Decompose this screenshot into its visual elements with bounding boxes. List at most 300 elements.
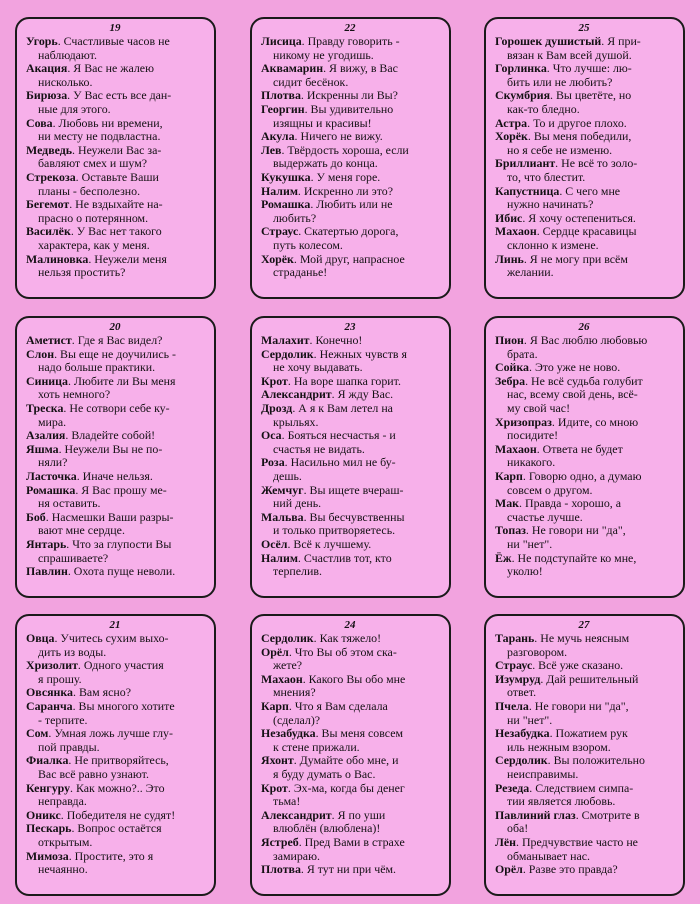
entry-continuation bbox=[26, 673, 204, 687]
entry-text: . Дай решительный bbox=[540, 672, 639, 686]
entry-line bbox=[495, 632, 673, 646]
answer-card-27 bbox=[484, 614, 685, 896]
entry-text: терпелив. bbox=[273, 565, 322, 579]
entry-text: . Предчувствие часто не bbox=[516, 835, 638, 849]
entry-line bbox=[26, 429, 204, 443]
entry-keyword: Крот bbox=[261, 781, 288, 795]
entry-text: счастья не видать. bbox=[273, 442, 365, 456]
entry-text: . Я тут ни при чём. bbox=[300, 863, 397, 877]
entry-keyword: Павлиний глаз bbox=[495, 808, 576, 822]
entry-line bbox=[26, 171, 204, 185]
entry-text: . Искренно ли это? bbox=[297, 184, 394, 198]
entry-text: . Насильно мил не бу- bbox=[284, 456, 396, 470]
entry-keyword: Ёж bbox=[495, 551, 512, 565]
entry-keyword: Ромашка bbox=[26, 483, 76, 497]
entry-line bbox=[261, 253, 439, 267]
entry-text: . Скатертью дорога, bbox=[298, 225, 399, 239]
entry-keyword: Осёл bbox=[261, 537, 288, 551]
entry-text: уколю! bbox=[507, 565, 543, 579]
entry-keyword: Пион bbox=[495, 334, 524, 347]
entry-keyword: Лисица bbox=[261, 35, 302, 48]
entry-text: нечаянно. bbox=[38, 863, 88, 877]
entry-line bbox=[261, 171, 439, 185]
entry-text: . Неужели меня bbox=[88, 252, 167, 266]
entry-text: иль нежным взором. bbox=[507, 740, 611, 754]
entry-continuation bbox=[495, 348, 673, 362]
entry-text: никакого. bbox=[507, 456, 556, 470]
entry-line bbox=[261, 646, 439, 660]
entry-keyword: Павлин bbox=[26, 565, 68, 579]
entry-text: я буду думать о Вас. bbox=[273, 767, 376, 781]
entry-line bbox=[26, 754, 204, 768]
entry-line bbox=[261, 511, 439, 525]
entry-line bbox=[26, 511, 204, 525]
entry-line bbox=[261, 89, 439, 103]
entry-text: сидит бесёнок. bbox=[273, 75, 349, 89]
entry-keyword: Хорёк bbox=[261, 252, 294, 266]
entry-line bbox=[261, 348, 439, 362]
entry-line bbox=[261, 198, 439, 212]
entry-keyword: Бриллиант bbox=[495, 157, 556, 171]
entry-line bbox=[495, 552, 673, 566]
entry-line bbox=[495, 89, 673, 103]
entry-continuation bbox=[261, 361, 439, 375]
entry-keyword: Акация bbox=[26, 62, 68, 76]
entry-keyword: Крот bbox=[261, 374, 288, 388]
entry-continuation bbox=[495, 239, 673, 253]
entry-continuation bbox=[495, 266, 673, 280]
entry-text: . Счастливые часов не bbox=[57, 35, 170, 48]
entry-continuation bbox=[26, 768, 204, 782]
entry-line bbox=[495, 659, 673, 673]
entry-keyword: Скумбрия bbox=[495, 89, 550, 103]
entry-text: ня оставить. bbox=[38, 497, 101, 511]
entry-keyword: Изумруд bbox=[495, 672, 541, 686]
entry-line bbox=[261, 456, 439, 470]
entry-text: . У Вас есть все дан- bbox=[67, 89, 172, 103]
entry-text: . У меня горе. bbox=[310, 170, 381, 184]
entry-keyword: Ласточка bbox=[26, 469, 77, 483]
entry-line bbox=[495, 470, 673, 484]
entry-text: . Я Вас люблю любовью bbox=[523, 334, 648, 347]
entry-line bbox=[495, 157, 673, 171]
entry-text: оба! bbox=[507, 822, 529, 836]
entry-text: мира. bbox=[38, 415, 67, 429]
entry-keyword: Пчела bbox=[495, 699, 529, 713]
entry-continuation bbox=[495, 538, 673, 552]
entry-text: . Не притворяйтесь, bbox=[68, 754, 169, 768]
entry-keyword: Угорь bbox=[26, 35, 58, 48]
entry-text: неправда. bbox=[38, 795, 87, 809]
entry-continuation bbox=[261, 822, 439, 836]
entry-text: . Вы еще не доучились - bbox=[54, 347, 176, 361]
entry-text: нисколько. bbox=[38, 75, 93, 89]
entry-keyword: Незабудка bbox=[495, 727, 550, 741]
entry-text: . Любите ли Вы меня bbox=[67, 374, 176, 388]
entry-text: характера, как у меня. bbox=[38, 238, 150, 252]
entry-text: никому не угодишь. bbox=[273, 48, 374, 62]
entry-line bbox=[261, 185, 439, 199]
entry-line bbox=[495, 62, 673, 76]
entry-text: . Иначе нельзя. bbox=[76, 469, 153, 483]
entry-line bbox=[495, 212, 673, 226]
entry-line bbox=[26, 659, 204, 673]
entry-keyword: Дрозд bbox=[261, 401, 293, 415]
entry-line bbox=[261, 375, 439, 389]
entry-text: . Не сотвори себе ку- bbox=[63, 401, 170, 415]
entry-line bbox=[261, 429, 439, 443]
entry-text: . Неужели Вас за- bbox=[72, 143, 162, 157]
entry-line bbox=[26, 62, 204, 76]
entry-text: надо больше практики. bbox=[38, 361, 156, 375]
entry-text: дешь. bbox=[273, 469, 302, 483]
entry-text: спрашиваете? bbox=[38, 551, 109, 565]
entry-text: . Я не могу при всём bbox=[523, 252, 628, 266]
entry-keyword: Слон bbox=[26, 347, 55, 361]
entry-keyword: Василёк bbox=[26, 225, 71, 239]
entry-continuation bbox=[26, 836, 204, 850]
entry-line bbox=[495, 361, 673, 375]
entry-text: . Владейте собой! bbox=[65, 429, 156, 443]
card-number: 26 bbox=[578, 321, 590, 333]
entry-text: . Вы меня победили, bbox=[527, 130, 632, 144]
entry-text: . Сердце красавицы bbox=[536, 225, 637, 239]
entry-continuation bbox=[26, 76, 204, 90]
answer-card-25 bbox=[484, 17, 685, 299]
entry-text: . Я при- bbox=[601, 35, 641, 48]
entry-text: . Не всё судьба голубит bbox=[525, 374, 643, 388]
entry-keyword: Сом bbox=[26, 727, 49, 741]
entry-text: ные для этого. bbox=[38, 102, 111, 116]
card-number: 22 bbox=[344, 22, 356, 34]
entry-line bbox=[261, 538, 439, 552]
entry-continuation bbox=[261, 266, 439, 280]
entry-continuation bbox=[261, 117, 439, 131]
entry-continuation bbox=[495, 646, 673, 660]
entry-text: . Конечно! bbox=[309, 334, 363, 347]
entry-continuation bbox=[26, 212, 204, 226]
entry-keyword: Аметист bbox=[26, 334, 72, 347]
entry-keyword: Зебра bbox=[495, 374, 526, 388]
card-number: 23 bbox=[344, 321, 356, 333]
entry-keyword: Азалия bbox=[26, 429, 66, 443]
entry-line bbox=[495, 754, 673, 768]
entry-text: но я себе не изменю. bbox=[507, 143, 613, 157]
entry-line bbox=[495, 700, 673, 714]
entry-text: ни "нет". bbox=[507, 713, 553, 727]
entry-text: я прошу. bbox=[38, 672, 82, 686]
entry-line bbox=[26, 117, 204, 131]
entry-line bbox=[261, 62, 439, 76]
entry-line bbox=[26, 144, 204, 158]
entry-text: . Я вижу, в Вас bbox=[323, 62, 398, 76]
entry-text: выдержать до конца. bbox=[273, 157, 378, 171]
entry-line bbox=[495, 673, 673, 687]
entry-text: вязан к Вам всей душой. bbox=[507, 48, 632, 62]
entry-keyword: Мальва bbox=[261, 510, 304, 524]
entry-text: к стене прижали. bbox=[273, 740, 360, 754]
entry-line bbox=[261, 782, 439, 796]
entry-line bbox=[261, 35, 439, 49]
entry-text: . Ничего не вижу. bbox=[294, 130, 383, 144]
entry-text: планы - бесполезно. bbox=[38, 184, 141, 198]
entry-text: ний день. bbox=[273, 497, 322, 511]
entry-keyword: Оникс bbox=[26, 808, 61, 822]
entry-continuation bbox=[495, 565, 673, 579]
entry-continuation bbox=[495, 850, 673, 864]
entry-text: . Не всё то золо- bbox=[555, 157, 638, 171]
entry-keyword: Карп bbox=[261, 699, 289, 713]
entry-continuation bbox=[26, 49, 204, 63]
entry-continuation bbox=[261, 686, 439, 700]
entry-continuation bbox=[26, 103, 204, 117]
entry-keyword: Роза bbox=[261, 456, 285, 470]
entry-text: влюблён (влюблена)! bbox=[273, 822, 381, 836]
entry-keyword: Александрит bbox=[261, 388, 332, 402]
entry-keyword: Лев bbox=[261, 143, 282, 157]
entry-line bbox=[261, 836, 439, 850]
entry-text: . Нежных чувств я bbox=[313, 347, 407, 361]
entry-continuation bbox=[261, 659, 439, 673]
entry-line bbox=[261, 334, 439, 348]
entry-text: . Говорю одно, а думаю bbox=[522, 469, 642, 483]
entry-line bbox=[261, 130, 439, 144]
entry-continuation bbox=[495, 741, 673, 755]
entry-keyword: Боб bbox=[26, 510, 46, 524]
entry-keyword: Мак bbox=[495, 497, 520, 511]
entry-keyword: Астра bbox=[495, 116, 528, 130]
entry-keyword: Незабудка bbox=[261, 727, 316, 741]
entry-keyword: Сердолик bbox=[261, 347, 314, 361]
entry-keyword: Налим bbox=[261, 551, 298, 565]
entry-continuation bbox=[261, 565, 439, 579]
entry-text: му свой час! bbox=[507, 401, 571, 415]
entry-keyword: Аквамарин bbox=[261, 62, 324, 76]
entry-text: . Не мучь неясным bbox=[534, 632, 630, 645]
entry-continuation bbox=[261, 239, 439, 253]
entry-continuation bbox=[26, 416, 204, 430]
entry-line bbox=[261, 754, 439, 768]
entry-text: . Вы ищете вчераш- bbox=[303, 483, 404, 497]
entry-continuation bbox=[26, 157, 204, 171]
answer-card-20 bbox=[15, 316, 216, 598]
entry-continuation bbox=[261, 212, 439, 226]
entry-text: жете? bbox=[273, 659, 303, 673]
entry-line bbox=[495, 117, 673, 131]
entry-keyword: Лён bbox=[495, 835, 516, 849]
entry-text: бавляют смех и шум? bbox=[38, 157, 148, 171]
entry-text: замираю. bbox=[273, 849, 320, 863]
entry-text: и только притворяетесь. bbox=[273, 524, 396, 538]
entry-keyword: Махаон bbox=[495, 442, 537, 456]
entry-text: нужно начинать? bbox=[507, 198, 594, 212]
entry-text: . Что Вы об этом ска- bbox=[288, 645, 397, 659]
entry-text: няли? bbox=[38, 456, 68, 470]
entry-keyword: Тарань bbox=[495, 632, 535, 645]
entry-continuation bbox=[26, 552, 204, 566]
entry-keyword: Плотва bbox=[261, 863, 301, 877]
entry-keyword: Стрекоза bbox=[26, 170, 76, 184]
entry-text: пой правды. bbox=[38, 740, 100, 754]
entry-text: . Мой друг, напрасное bbox=[293, 252, 405, 266]
entry-text: . То и другое плохо. bbox=[527, 116, 627, 130]
entry-line bbox=[495, 727, 673, 741]
entry-continuation bbox=[261, 497, 439, 511]
entry-continuation bbox=[26, 388, 204, 402]
entry-text: не хочу выдавать. bbox=[273, 361, 363, 375]
answer-card-24 bbox=[250, 614, 451, 896]
entry-keyword: Овсянка bbox=[26, 686, 73, 700]
entry-text: . Разве это правда? bbox=[522, 863, 618, 877]
entry-keyword: Яхонт bbox=[261, 754, 294, 768]
entry-text: неисправимы. bbox=[507, 767, 579, 781]
entry-text: . Вопрос остаётся bbox=[71, 822, 162, 836]
entry-text: . Как можно?.. Это bbox=[70, 781, 165, 795]
entry-keyword: Акула bbox=[261, 130, 295, 144]
entry-text: обманывает нас. bbox=[507, 849, 591, 863]
entry-continuation bbox=[26, 795, 204, 809]
entry-text: . Не подступайте ко мне, bbox=[511, 551, 637, 565]
entry-keyword: Овца bbox=[26, 632, 55, 645]
entry-keyword: Горошек душистый bbox=[495, 35, 602, 48]
entry-continuation bbox=[495, 171, 673, 185]
entry-text: . Не говори ни "да", bbox=[525, 524, 626, 538]
entry-continuation bbox=[261, 76, 439, 90]
entry-continuation bbox=[495, 714, 673, 728]
entry-keyword: Ибис bbox=[495, 211, 523, 225]
entry-text: прасно о потерянном. bbox=[38, 211, 149, 225]
entry-text: . Следствием симпа- bbox=[529, 781, 634, 795]
entry-line bbox=[26, 334, 204, 348]
entry-line bbox=[495, 185, 673, 199]
entry-text: . Вы удивительно bbox=[304, 102, 394, 116]
entry-text: . Что лучше: лю- bbox=[546, 62, 632, 76]
entry-keyword: Оса bbox=[261, 429, 282, 443]
entry-continuation bbox=[261, 795, 439, 809]
entry-text: открытым. bbox=[38, 835, 93, 849]
card-number: 21 bbox=[109, 619, 121, 631]
entry-line bbox=[26, 809, 204, 823]
entry-keyword: Мимоза bbox=[26, 849, 69, 863]
entry-text: ни месту не подвластна. bbox=[38, 130, 161, 144]
card-number: 20 bbox=[109, 321, 121, 333]
entry-continuation bbox=[261, 714, 439, 728]
entry-keyword: Резеда bbox=[495, 781, 530, 795]
entry-text: счастье лучше. bbox=[507, 510, 583, 524]
entry-text: нельзя простить? bbox=[38, 266, 126, 280]
entry-text: . Я хочу остепениться. bbox=[522, 211, 636, 225]
entry-keyword: Хорёк bbox=[495, 130, 528, 144]
entry-continuation bbox=[261, 443, 439, 457]
entry-continuation bbox=[495, 429, 673, 443]
entry-text: . Какого Вы обо мне bbox=[302, 672, 406, 686]
entry-text: . На воре шапка горит. bbox=[287, 374, 401, 388]
entry-text: . Я по уши bbox=[331, 808, 386, 822]
entry-text: то, что блестит. bbox=[507, 170, 586, 184]
entry-keyword: Жемчуг bbox=[261, 483, 304, 497]
entry-continuation bbox=[261, 524, 439, 538]
entry-line bbox=[26, 686, 204, 700]
entry-line bbox=[495, 416, 673, 430]
entry-keyword: Александрит bbox=[261, 808, 332, 822]
entry-continuation bbox=[495, 686, 673, 700]
entry-text: . Что я Вам сделала bbox=[288, 699, 388, 713]
entry-line bbox=[26, 822, 204, 836]
entry-line bbox=[261, 700, 439, 714]
entry-keyword: Бегемот bbox=[26, 198, 70, 212]
answer-card-23 bbox=[250, 316, 451, 598]
entry-text: . Вы многого хотите bbox=[72, 699, 175, 713]
entry-text: . Оставьте Ваши bbox=[75, 170, 159, 184]
entry-text: . Охота пуще неволи. bbox=[67, 565, 176, 579]
entry-line bbox=[261, 552, 439, 566]
entry-keyword: Фиалка bbox=[26, 754, 69, 768]
entry-text: . Думайте обо мне, и bbox=[293, 754, 399, 768]
entry-text: тии является любовь. bbox=[507, 795, 616, 809]
entry-line bbox=[495, 524, 673, 538]
entry-keyword: Сойка bbox=[495, 361, 529, 375]
entry-text: брата. bbox=[507, 347, 538, 361]
entry-text: крыльях. bbox=[273, 415, 319, 429]
card-number: 19 bbox=[109, 22, 121, 34]
entry-text: . Насмешки Ваши разры- bbox=[45, 510, 174, 524]
entry-continuation bbox=[26, 456, 204, 470]
entry-text: . Правду говорить - bbox=[301, 35, 400, 48]
entry-text: . С чего мне bbox=[559, 184, 621, 198]
entry-text: . Любовь ни времени, bbox=[52, 116, 163, 130]
entry-text: . Что за глупости Вы bbox=[66, 537, 172, 551]
entry-continuation bbox=[495, 511, 673, 525]
entry-text: . Идите, со мною bbox=[551, 415, 639, 429]
entry-continuation bbox=[261, 741, 439, 755]
entry-continuation bbox=[495, 768, 673, 782]
entry-text: наблюдают. bbox=[38, 48, 97, 62]
entry-keyword: Страус bbox=[495, 659, 533, 673]
entry-keyword: Кукушка bbox=[261, 170, 311, 184]
entry-text: путь колесом. bbox=[273, 238, 343, 252]
entry-keyword: Саранча bbox=[26, 699, 73, 713]
entry-text: разговором. bbox=[507, 645, 568, 659]
entry-keyword: Медведь bbox=[26, 143, 73, 157]
entry-continuation bbox=[495, 484, 673, 498]
entry-keyword: Горлинка bbox=[495, 62, 547, 76]
entry-continuation bbox=[495, 49, 673, 63]
entry-continuation bbox=[261, 157, 439, 171]
entry-line bbox=[26, 782, 204, 796]
entry-continuation bbox=[26, 361, 204, 375]
entry-line bbox=[495, 443, 673, 457]
entry-line bbox=[26, 225, 204, 239]
entry-line bbox=[261, 632, 439, 646]
entry-text: . Не вздыхайте на- bbox=[69, 198, 163, 212]
entry-continuation bbox=[495, 198, 673, 212]
entry-line bbox=[261, 809, 439, 823]
entry-continuation bbox=[26, 646, 204, 660]
entry-continuation bbox=[261, 470, 439, 484]
entry-line bbox=[495, 497, 673, 511]
entry-text: как-то бледно. bbox=[507, 102, 580, 116]
entry-text: нас, всему свой день, всё- bbox=[507, 388, 638, 402]
entry-keyword: Сердолик bbox=[261, 632, 314, 645]
entry-text: . Победителя не судят! bbox=[60, 808, 176, 822]
entry-text: . Пред Вами в страхе bbox=[298, 835, 405, 849]
answer-card-22 bbox=[250, 17, 451, 299]
entry-keyword: Ромашка bbox=[261, 198, 311, 212]
entry-text: Вас всё равно узнают. bbox=[38, 767, 149, 781]
entry-line bbox=[495, 809, 673, 823]
entry-keyword: Ястреб bbox=[261, 835, 299, 849]
entry-text: . Неужели Вы не по- bbox=[58, 442, 163, 456]
